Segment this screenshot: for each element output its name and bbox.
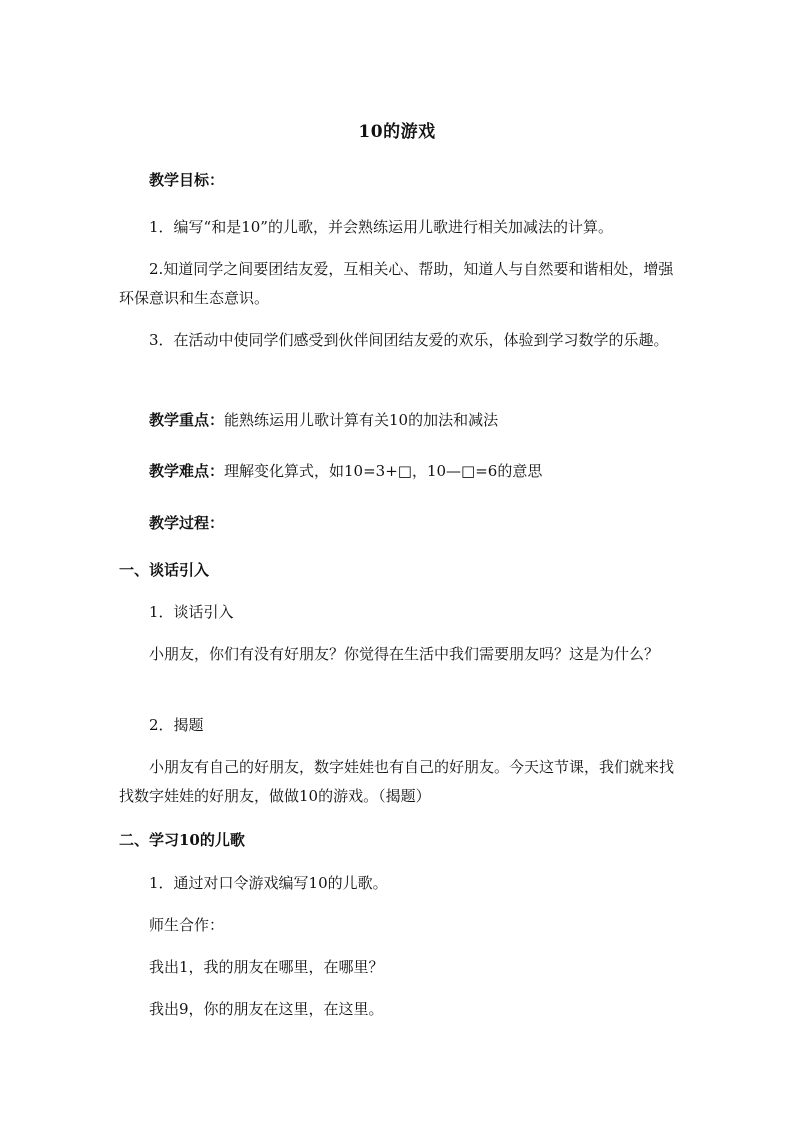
objective-3: 3．在活动中使同学们感受到伙伴间团结友爱的欢乐，体验到学习数学的乐趣。 bbox=[149, 331, 669, 349]
section-1-paragraph-1: 小朋友，你们有没有好朋友？你觉得在生活中我们需要朋友吗？这是为什么？ bbox=[149, 645, 660, 663]
difficulty-text: 理解变化算式，如10=3+□，10—□=6的意思 bbox=[224, 462, 543, 480]
difficulty-label: 教学难点： bbox=[149, 462, 225, 480]
section-1-heading: 一、谈话引入 bbox=[119, 561, 210, 579]
section-1-item-1: 1．谈话引入 bbox=[149, 603, 234, 621]
section-2-line-2: 我出1，我的朋友在哪里，在哪里？ bbox=[149, 958, 384, 976]
objectives-heading: 教学目标： bbox=[149, 171, 225, 189]
key-point-text: 能熟练运用儿歌计算有关10的加法和减法 bbox=[224, 411, 499, 429]
section-2-heading: 二、学习10的儿歌 bbox=[119, 831, 245, 849]
section-2-line-1: 师生合作： bbox=[149, 916, 225, 934]
section-2-line-3: 我出9，你的朋友在这里，在这里。 bbox=[149, 1000, 384, 1018]
section-1-item-2: 2．揭题 bbox=[149, 716, 204, 734]
objective-1: 1．编写“和是10”的儿歌，并会熟练运用儿歌进行相关加减法的计算。 bbox=[149, 218, 613, 236]
key-point bbox=[119, 406, 709, 435]
objective-2: 2.知道同学之间要团结友爱，互相关心、帮助，知道人与自然要和谐相处，增强环保意识和生态意识。 bbox=[119, 260, 674, 307]
key-point-label: 教学重点： bbox=[149, 411, 225, 429]
section-1-paragraph-2: 小朋友有自己的好朋友，数字娃娃也有自己的好朋友。今天这节课，我们就来找找数字娃娃的好朋友，做做10的游戏。（揭题） bbox=[119, 758, 675, 805]
difficulty bbox=[119, 457, 709, 486]
page-title: 10的游戏 bbox=[358, 122, 436, 142]
section-2-item-1: 1．通过对口令游戏编写10的儿歌。 bbox=[149, 874, 388, 892]
process-heading: 教学过程： bbox=[149, 514, 225, 532]
